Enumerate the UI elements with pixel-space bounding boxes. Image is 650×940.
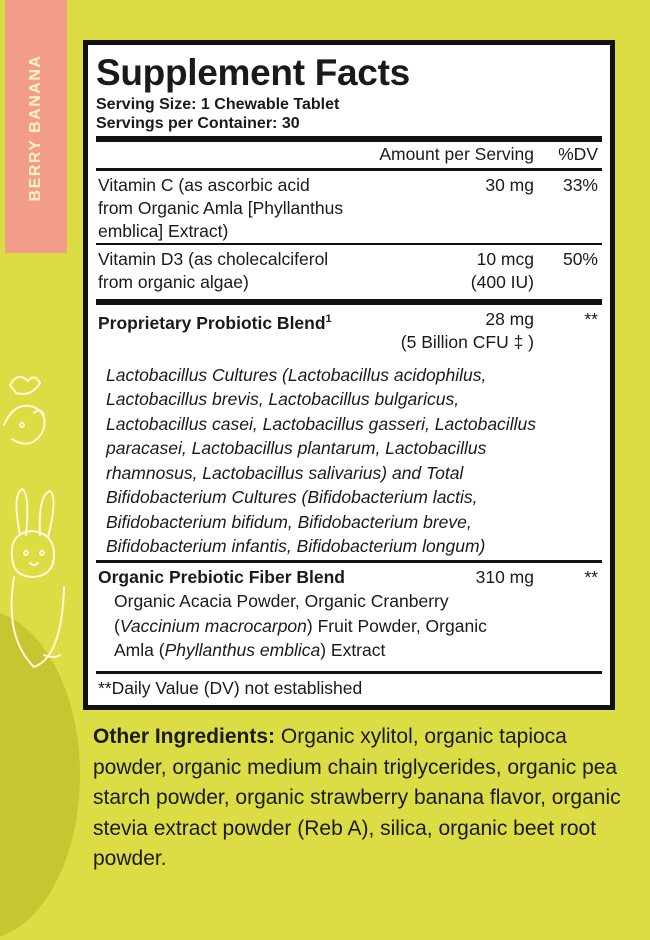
other-ingredients — [93, 722, 633, 875]
dv-header: %DV — [558, 144, 598, 164]
probiotic-line: Lactobacillus casei, Lactobacillus gasseri, Lactobacillus — [106, 413, 536, 434]
prebiotic-dv: ** — [584, 567, 598, 587]
probiotic-line: Bifidobacterium Cultures (Bifidobacterium lactis, — [106, 487, 478, 508]
vitamin-d3-mcg: 10 mcg — [476, 249, 534, 269]
animal-doodle-icon — [0, 355, 70, 715]
servings-per-container: Servings per Container: 30 — [96, 115, 300, 132]
prebiotic-amount: 310 mg — [475, 567, 534, 587]
vitamin-c-name-3: emblica] Extract) — [98, 221, 229, 241]
vitamin-c-dv: 33% — [562, 175, 598, 195]
probiotic-line: rhamnosus, Lactobacillus salivarius) and Total — [106, 462, 464, 483]
vitamin-d3-amount — [471, 248, 534, 294]
vitamin-d3-name-1: Vitamin D3 (as cholecalciferol — [98, 249, 329, 269]
probiotic-line: Lactobacillus brevis, Lactobacillus bulgaricus, — [106, 389, 460, 410]
probiotic-line: paracasei, Lactobacillus plantarum, Lactobacillus — [106, 438, 487, 459]
probiotic-row — [96, 305, 602, 560]
vitamin-d3-iu: (400 IU) — [470, 272, 534, 292]
probiotic-ingredients — [96, 363, 602, 559]
probiotic-dv: ** — [584, 309, 598, 329]
prebiotic-line-3: Amla (Phyllanthus emblica) Extract — [114, 640, 386, 660]
probiotic-line: Lactobacillus Cultures (Lactobacillus acidophilus, — [106, 364, 487, 385]
supplement-facts-panel — [83, 40, 615, 710]
probiotic-amount: 28 mg — [485, 309, 534, 329]
probiotic-line: Bifidobacterium bifidum, Bifidobacterium breve, — [106, 511, 472, 532]
vitamin-d3-dv: 50% — [562, 249, 598, 269]
prebiotic-name: Organic Prebiotic Fiber Blend — [98, 567, 345, 587]
probiotic-footnote: 1 — [325, 313, 332, 325]
probiotic-line: Bifidobacterium infantis, Bifidobacterium longum) — [106, 536, 486, 557]
prebiotic-row — [96, 563, 602, 671]
other-ingredients-text: Organic xylitol, organic tapioca powder, organic medium chain triglycerides, organic pea starch powder, organic strawberry banana flavor, organic stevia extract powder (Reb A), silica, organic beet root powder. — [93, 725, 621, 870]
serving-size: Serving Size: 1 Chewable Tablet — [96, 96, 340, 113]
vitamin-d3-name-2: from organic algae) — [98, 272, 249, 292]
vitamin-c-row — [96, 171, 602, 243]
flavor-label: BERRY BANANA — [27, 54, 44, 202]
vitamin-c-amount: 30 mg — [485, 175, 534, 195]
probiotic-name: Proprietary Probiotic Blend$^1$ — [98, 312, 332, 333]
prebiotic-line-1: Organic Acacia Powder, Organic Cranberry — [114, 591, 449, 611]
vitamin-c-name-1: Vitamin C (as ascorbic acid — [98, 175, 310, 195]
dv-note: **Daily Value (DV) not established — [98, 678, 363, 698]
other-ingredients-label: Other Ingredients: — [93, 725, 276, 748]
prebiotic-ingredients — [96, 589, 602, 663]
probiotic-cfu: (5 Billion CFU ‡ ) — [400, 332, 534, 352]
flavor-tab — [5, 0, 67, 253]
prebiotic-line-2: (Vaccinium macrocarpon) Fruit Powder, Organic — [114, 615, 487, 636]
vitamin-d3-row — [96, 245, 602, 299]
facts-title: Supplement Facts — [96, 52, 410, 93]
amount-header: Amount per Serving — [379, 144, 534, 164]
amount-header-row — [96, 142, 602, 168]
vitamin-c-name-2: from Organic Amla [Phyllanthus — [98, 198, 344, 218]
